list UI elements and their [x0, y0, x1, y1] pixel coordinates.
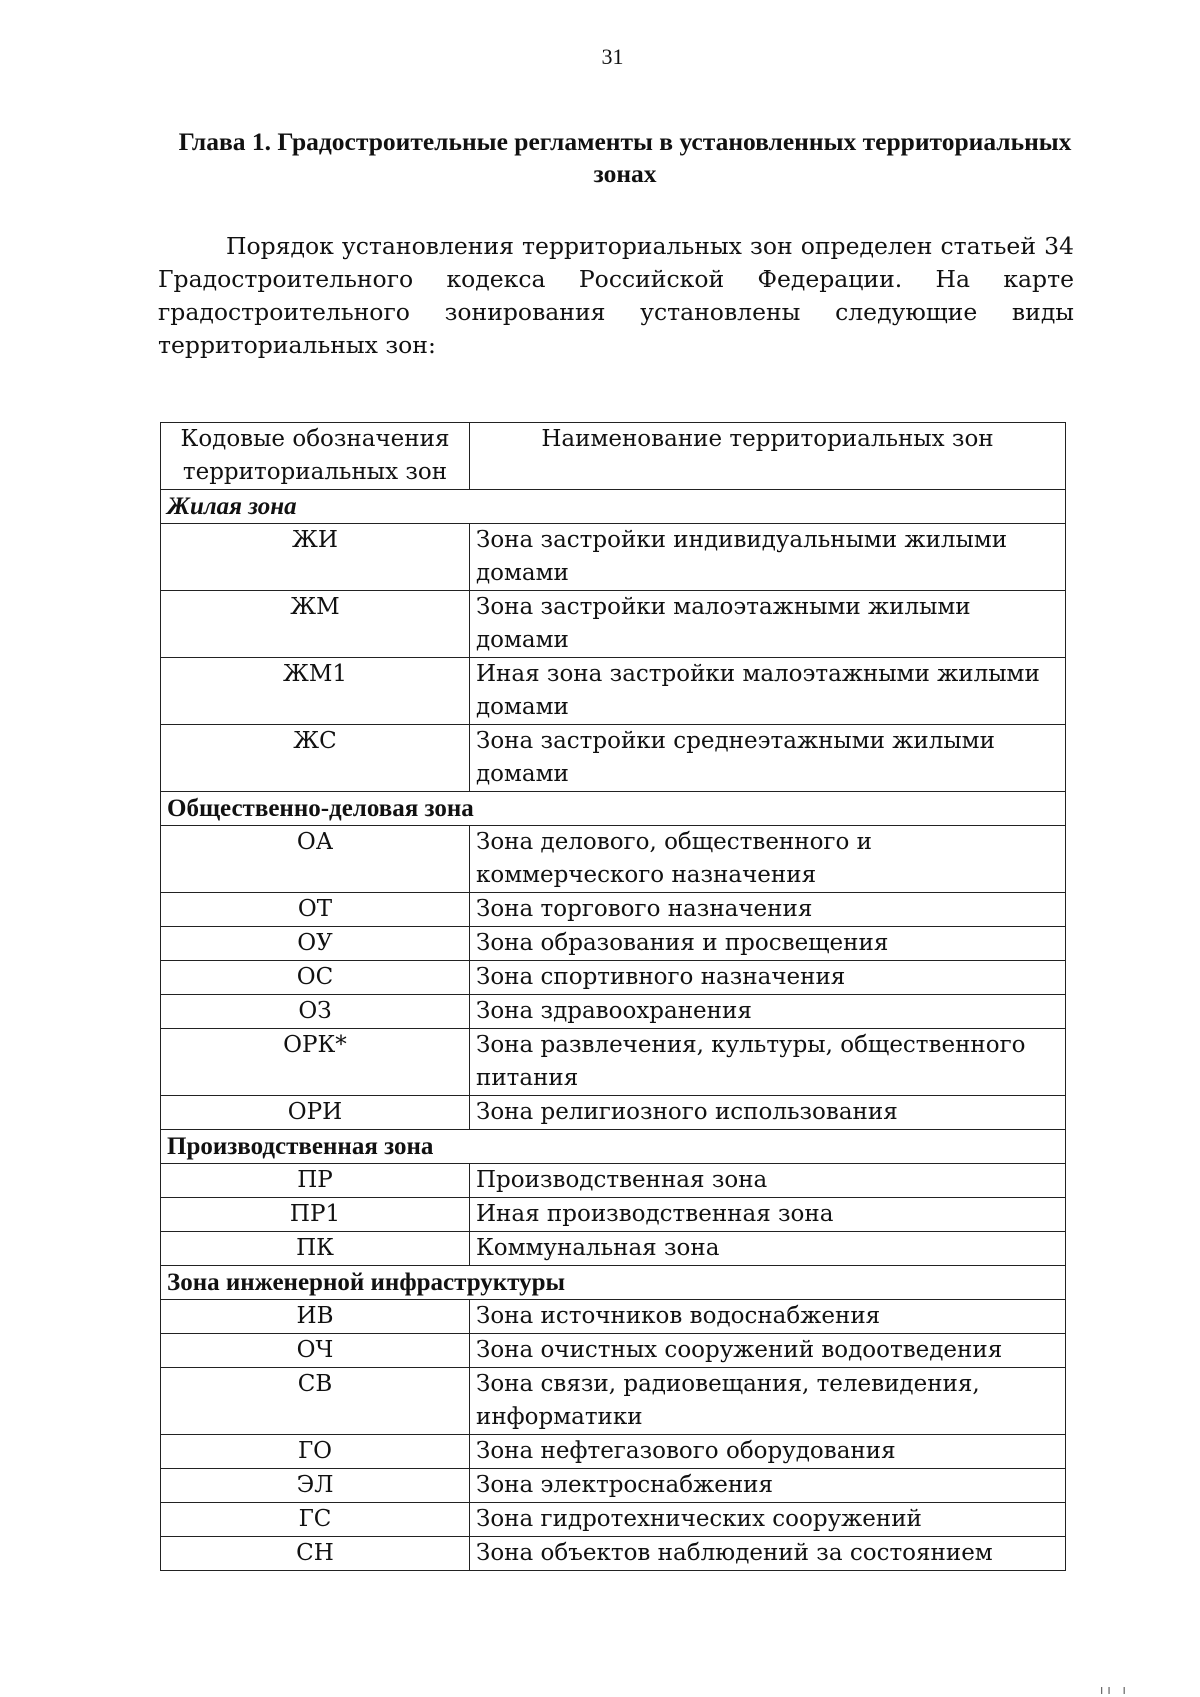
zone-code: ПР1 — [161, 1198, 470, 1232]
table-row — [161, 1469, 1066, 1503]
table-row — [161, 893, 1066, 927]
zone-code: ЖМ1 — [161, 658, 470, 725]
table-row — [161, 1334, 1066, 1368]
table-row — [161, 725, 1066, 792]
zone-name: Иная производственная зона — [470, 1198, 1066, 1232]
scan-mark: ıı ı — [1100, 1683, 1130, 1697]
zone-code: ЭЛ — [161, 1469, 470, 1503]
table-row — [161, 1164, 1066, 1198]
table-row — [161, 1096, 1066, 1130]
zone-name: Зона связи, радиовещания, телевидения, информатики — [470, 1368, 1066, 1435]
zone-code: ЖИ — [161, 524, 470, 591]
group-row-industrial — [161, 1130, 1066, 1164]
zone-name: Зона застройки среднеэтажными жилыми домами — [470, 725, 1066, 792]
zone-code: ИВ — [161, 1300, 470, 1334]
zone-name: Производственная зона — [470, 1164, 1066, 1198]
zone-name: Зона гидротехнических сооружений — [470, 1503, 1066, 1537]
chapter-title: Глава 1. Градостроительные регламенты в установленных территориальных зонах — [178, 127, 1072, 188]
zone-name: Зона развлечения, культуры, общественного питания — [470, 1029, 1066, 1096]
group-title: Жилая зона — [161, 490, 1066, 524]
zone-name: Зона застройки малоэтажными жилыми домами — [470, 591, 1066, 658]
zone-name: Зона застройки индивидуальными жилыми домами — [470, 524, 1066, 591]
group-row-public-business — [161, 792, 1066, 826]
group-title: Производственная зона — [161, 1130, 1066, 1164]
table-row — [161, 524, 1066, 591]
zone-code: ГО — [161, 1435, 470, 1469]
zone-name: Зона электроснабжения — [470, 1469, 1066, 1503]
zones-table — [160, 422, 1066, 1571]
zone-code: ПР — [161, 1164, 470, 1198]
zone-name: Зона очистных сооружений водоотведения — [470, 1334, 1066, 1368]
zone-code: ОС — [161, 961, 470, 995]
zone-name: Зона торгового назначения — [470, 893, 1066, 927]
table-row — [161, 591, 1066, 658]
zone-code: СВ — [161, 1368, 470, 1435]
zone-code: ОА — [161, 826, 470, 893]
table-row — [161, 658, 1066, 725]
group-title: Зона инженерной инфраструктуры — [161, 1266, 1066, 1300]
table-row — [161, 1029, 1066, 1096]
zone-name: Зона образования и просвещения — [470, 927, 1066, 961]
zone-code: ОРК* — [161, 1029, 470, 1096]
table-row — [161, 1368, 1066, 1435]
table-row — [161, 927, 1066, 961]
zone-code: ОУ — [161, 927, 470, 961]
zone-code: ОЗ — [161, 995, 470, 1029]
table-row — [161, 1435, 1066, 1469]
table-row — [161, 826, 1066, 893]
table-row — [161, 961, 1066, 995]
zone-code: ЖС — [161, 725, 470, 792]
zone-name: Иная зона застройки малоэтажными жилыми домами — [470, 658, 1066, 725]
zone-name: Коммунальная зона — [470, 1232, 1066, 1266]
group-row-residential — [161, 490, 1066, 524]
zone-name: Зона объектов наблюдений за состоянием — [470, 1537, 1066, 1571]
table-row — [161, 1232, 1066, 1266]
zone-code: ГС — [161, 1503, 470, 1537]
zone-name: Зона делового, общественного и коммерческого назначения — [470, 826, 1066, 893]
intro-paragraph: Порядок установления территориальных зон определен статьей 34 Градостроительного кодекса Российской Федерации. На карте градостроительного зонирования установлены следующие виды территориальных зон: — [158, 232, 1074, 359]
zone-name: Зона спортивного назначения — [470, 961, 1066, 995]
zone-code: ОЧ — [161, 1334, 470, 1368]
zone-name: Зона религиозного использования — [470, 1096, 1066, 1130]
table-row — [161, 995, 1066, 1029]
table-row — [161, 1198, 1066, 1232]
zone-code: ПК — [161, 1232, 470, 1266]
zone-name: Зона здравоохранения — [470, 995, 1066, 1029]
table-header-row — [161, 423, 1066, 490]
zone-name: Зона нефтегазового оборудования — [470, 1435, 1066, 1469]
group-title: Общественно-деловая зона — [161, 792, 1066, 826]
table-row — [161, 1300, 1066, 1334]
header-code: Кодовые обозначения территориальных зон — [161, 423, 470, 490]
table-row — [161, 1503, 1066, 1537]
table-row — [161, 1537, 1066, 1571]
zone-code: СН — [161, 1537, 470, 1571]
zone-code: ОРИ — [161, 1096, 470, 1130]
page-number: 31 — [601, 44, 624, 69]
zone-code: ОТ — [161, 893, 470, 927]
zone-code: ЖМ — [161, 591, 470, 658]
group-row-engineering — [161, 1266, 1066, 1300]
header-name: Наименование территориальных зон — [470, 423, 1066, 490]
zone-name: Зона источников водоснабжения — [470, 1300, 1066, 1334]
